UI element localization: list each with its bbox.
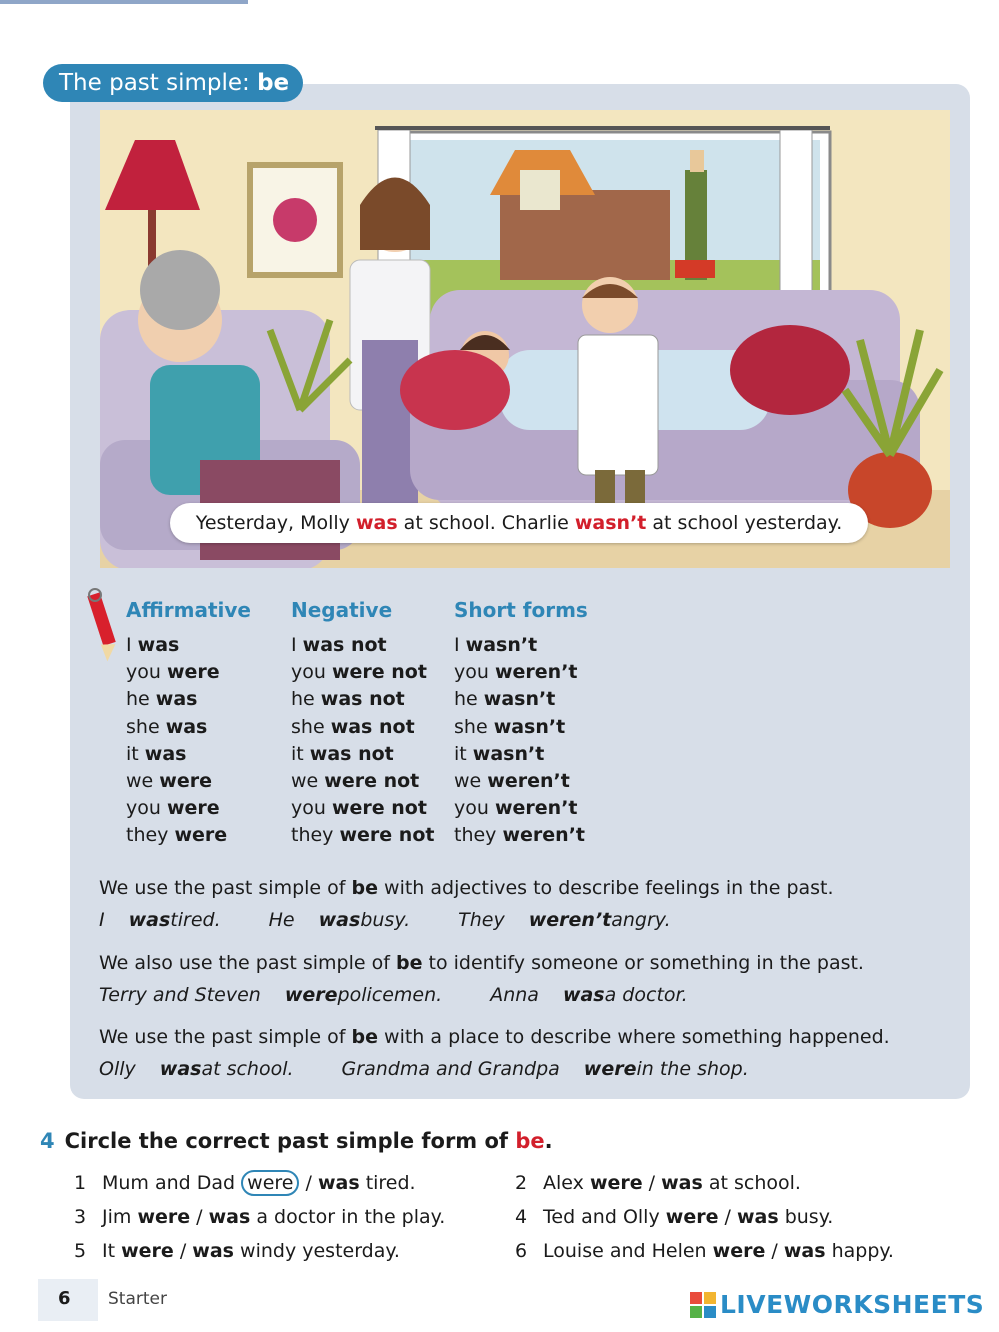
section-label: Starter [108,1289,167,1309]
exercise-item: 6 Louise and Helen were / was happy. [515,1236,894,1266]
rule-2: We also use the past simple of be to identify someone or something in the past. [99,952,864,974]
top-edge-line [0,0,248,4]
short-forms-column [454,598,588,850]
item-rest: happy. [831,1240,894,1262]
item-rest: busy. [784,1206,834,1228]
item-number: 1 [74,1172,87,1194]
liveworksheets-logo: LIVEWORKSHEETS [690,1290,984,1319]
illustration-caption: Yesterday, Molly was at school. Charlie wasn’t at school yesterday. [170,503,868,543]
item-rest: a doctor in the play. [256,1206,446,1228]
option-was[interactable]: was [783,1240,826,1262]
rule-3-examples [99,1056,797,1082]
item-subject: Jim [102,1206,132,1228]
option-was[interactable]: was [192,1240,234,1262]
example: Terry and Stevenwerepolicemen. [99,984,443,1006]
option-was[interactable]: was [208,1206,251,1228]
living-room-illustration [100,110,950,568]
exercise-item: 2 Alex were / was at school. [515,1168,801,1198]
conjugation-row: you were [126,661,220,684]
conjugation-row: we were not [291,769,420,792]
exercise-item: 1 Mum and Dad were / was tired. [74,1168,416,1198]
conjugation-row: they were [126,824,228,847]
exercise-item: 5 It were / was windy yesterday. [74,1236,400,1266]
conjugation-row: we weren’t [454,769,570,792]
conjugation-row: you were not [291,797,427,820]
item-rest: at school. [708,1172,801,1194]
example: Hewasbusy. [268,909,411,931]
item-rest: tired. [365,1172,416,1194]
item-subject: Mum and Dad [102,1172,236,1194]
conjugation-row: she was not [291,715,415,738]
conjugation-row: they were not [291,824,435,847]
example: Iwastired. [99,909,221,931]
rule-1-examples [99,907,719,933]
option-were[interactable]: were [712,1240,766,1262]
example: Grandma and Grandpawerein the shop. [341,1058,749,1080]
conjugation-row: she was [126,715,208,738]
option-were[interactable]: were [589,1172,643,1194]
example: Theyweren’tangry. [458,909,671,931]
item-number: 5 [74,1240,87,1262]
item-subject: Ted and Olly [543,1206,660,1228]
option-was[interactable]: was [661,1172,703,1194]
example: Ollywasat school. [99,1058,294,1080]
conjugation-row: you weren’t [454,797,578,820]
conjugation-row: you were not [291,661,427,684]
item-subject: Louise and Helen [543,1240,707,1262]
section-title: The past simple: be [43,64,303,102]
conjugation-row: we were [126,769,212,792]
affirmative-heading: Affirmative [126,598,251,622]
item-subject: It [102,1240,116,1262]
short-forms-heading: Short forms [454,598,588,622]
example: Annawasa doctor. [490,984,688,1006]
exercise-heading: 4 Circle the correct past simple form of be. [40,1129,553,1153]
conjugation-row: you weren’t [454,661,578,684]
option-was[interactable]: was [317,1172,360,1194]
conjugation-row: he wasn’t [454,688,556,711]
exercise-item: 4 Ted and Olly were / was busy. [515,1202,833,1232]
item-number: 3 [74,1206,87,1228]
conjugation-row: I wasn’t [454,634,538,656]
option-was[interactable]: was [736,1206,779,1228]
liveworksheets-icon [690,1292,716,1318]
option-were[interactable]: were [121,1240,174,1262]
option-were[interactable]: were [241,1170,299,1196]
rule-2-examples [99,982,736,1008]
option-were[interactable]: were [137,1206,191,1228]
affirmative-column [126,598,251,850]
conjugation-row: I was [126,634,180,656]
conjugation-row: he was [126,688,198,711]
negative-heading: Negative [291,598,393,622]
page-number: 6 [58,1288,71,1309]
conjugation-row: they weren’t [454,824,586,847]
item-subject: Alex [543,1172,584,1194]
exercise-item: 3 Jim were / was a doctor in the play. [74,1202,445,1232]
item-number: 6 [515,1240,528,1262]
conjugation-row: it was not [291,742,394,765]
rule-1: We use the past simple of be with adjectives to describe feelings in the past. [99,877,834,899]
pencil-icon [83,585,121,669]
item-number: 4 [515,1206,528,1228]
conjugation-row: I was not [291,634,387,656]
option-were[interactable]: were [665,1206,719,1228]
conjugation-row: he was not [291,688,405,711]
negative-column [291,598,434,850]
rule-3: We use the past simple of be with a place to describe where something happened. [99,1026,890,1048]
item-rest: windy yesterday. [240,1240,400,1262]
conjugation-row: she wasn’t [454,715,566,738]
conjugation-row: it wasn’t [454,742,545,765]
conjugation-row: it was [126,742,187,765]
item-number: 2 [515,1172,528,1194]
conjugation-row: you were [126,797,220,820]
